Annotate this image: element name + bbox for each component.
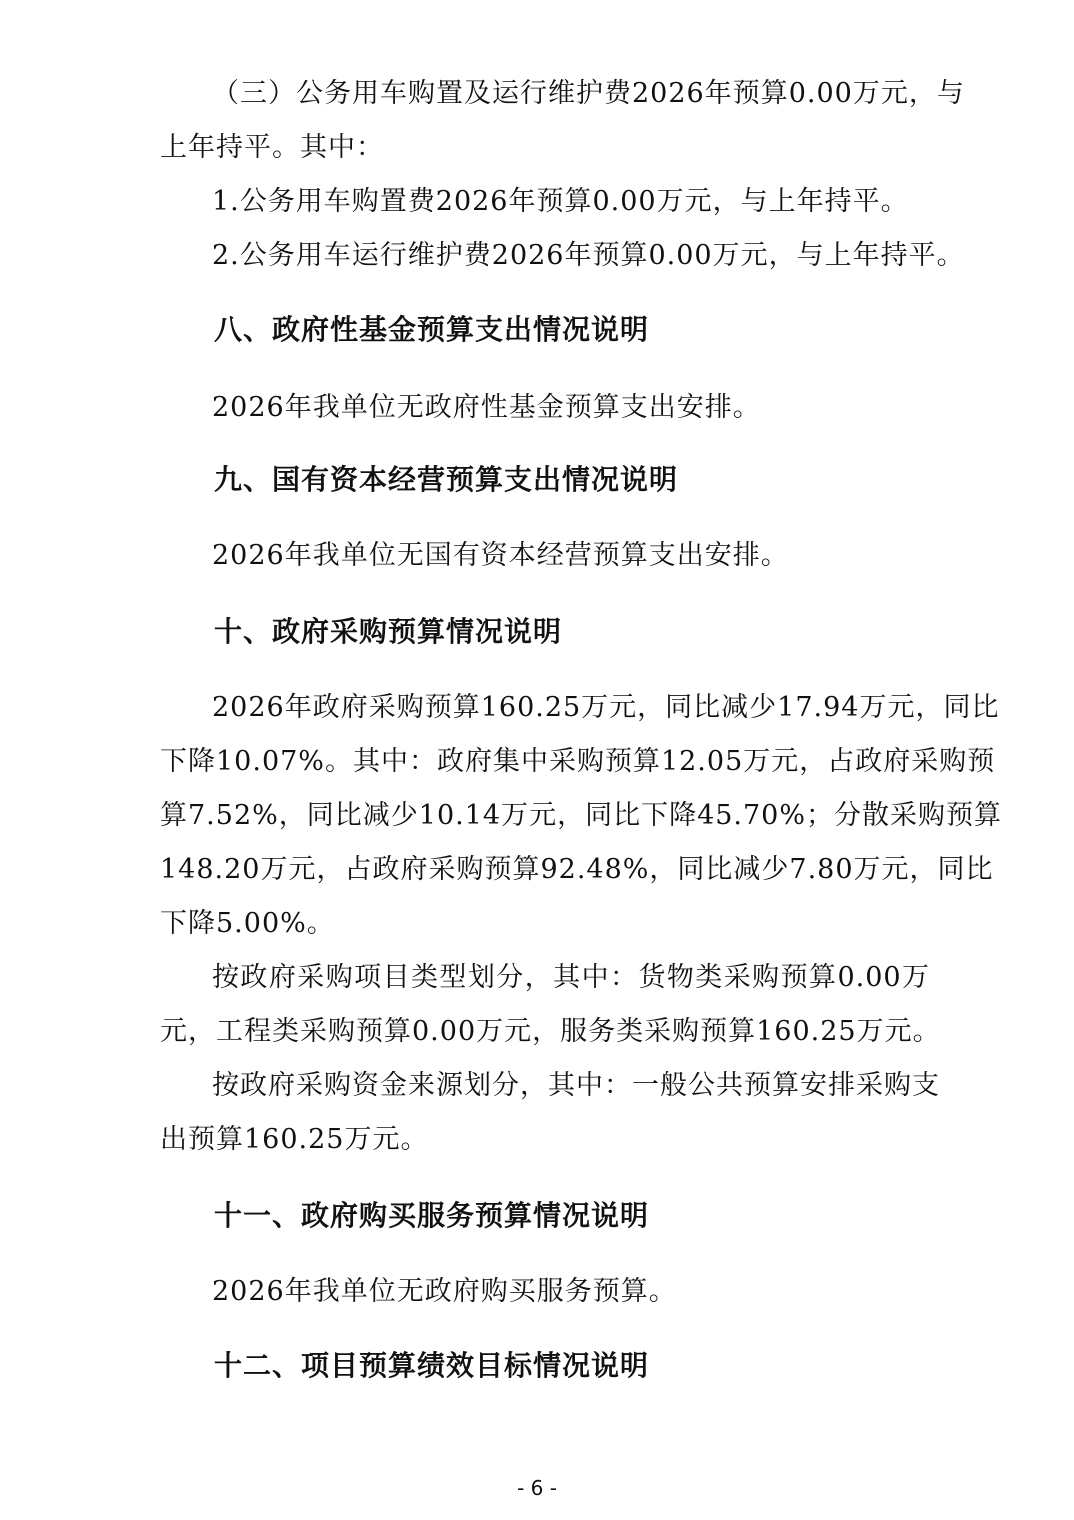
paragraph-procurement-line-5: 下降5.00%。 bbox=[160, 908, 335, 939]
heading-section-10: 十、政府采购预算情况说明 bbox=[214, 615, 563, 648]
paragraph-procurement-type-line-1: 按政府采购项目类型划分，其中：货物类采购预算0.00万 bbox=[212, 962, 930, 993]
paragraph-section-11: 2026年我单位无政府购买服务预算。 bbox=[212, 1276, 677, 1307]
heading-section-12: 十二、项目预算绩效目标情况说明 bbox=[214, 1349, 650, 1382]
paragraph-procurement-type-line-2: 元，工程类采购预算0.00万元，服务类采购预算160.25万元。 bbox=[160, 1016, 941, 1047]
paragraph-section-8: 2026年我单位无政府性基金预算支出安排。 bbox=[212, 392, 761, 423]
list-item-vehicle-purchase: 1.公务用车购置费2026年预算0.00万元，与上年持平。 bbox=[212, 186, 909, 217]
paragraph-section-9: 2026年我单位无国有资本经营预算支出安排。 bbox=[212, 540, 789, 571]
paragraph-procurement-line-4: 148.20万元，占政府采购预算92.48%，同比减少7.80万元，同比 bbox=[160, 854, 994, 885]
paragraph-procurement-source-line-1: 按政府采购资金来源划分，其中：一般公共预算安排采购支 bbox=[212, 1070, 940, 1101]
page-number: - 6 - bbox=[517, 1476, 557, 1500]
heading-section-8: 八、政府性基金预算支出情况说明 bbox=[214, 313, 650, 346]
paragraph-procurement-line-1: 2026年政府采购预算160.25万元，同比减少17.94万元，同比 bbox=[212, 692, 1000, 723]
heading-section-11: 十一、政府购买服务预算情况说明 bbox=[214, 1199, 650, 1232]
paragraph-procurement-source-line-2: 出预算160.25万元。 bbox=[160, 1124, 429, 1155]
paragraph-procurement-line-2: 下降10.07%。其中：政府集中采购预算12.05万元，占政府采购预 bbox=[160, 746, 996, 777]
list-item-vehicle-maintenance: 2.公务用车运行维护费2026年预算0.00万元，与上年持平。 bbox=[212, 240, 965, 271]
paragraph-vehicle-costs-line-2: 上年持平。其中： bbox=[160, 132, 384, 163]
paragraph-procurement-line-3: 算7.52%，同比减少10.14万元，同比下降45.70%；分散采购预算 bbox=[160, 800, 1003, 831]
heading-section-9: 九、国有资本经营预算支出情况说明 bbox=[214, 463, 679, 496]
paragraph-vehicle-costs-line-1: （三）公务用车购置及运行维护费2026年预算0.00万元，与 bbox=[212, 78, 965, 109]
